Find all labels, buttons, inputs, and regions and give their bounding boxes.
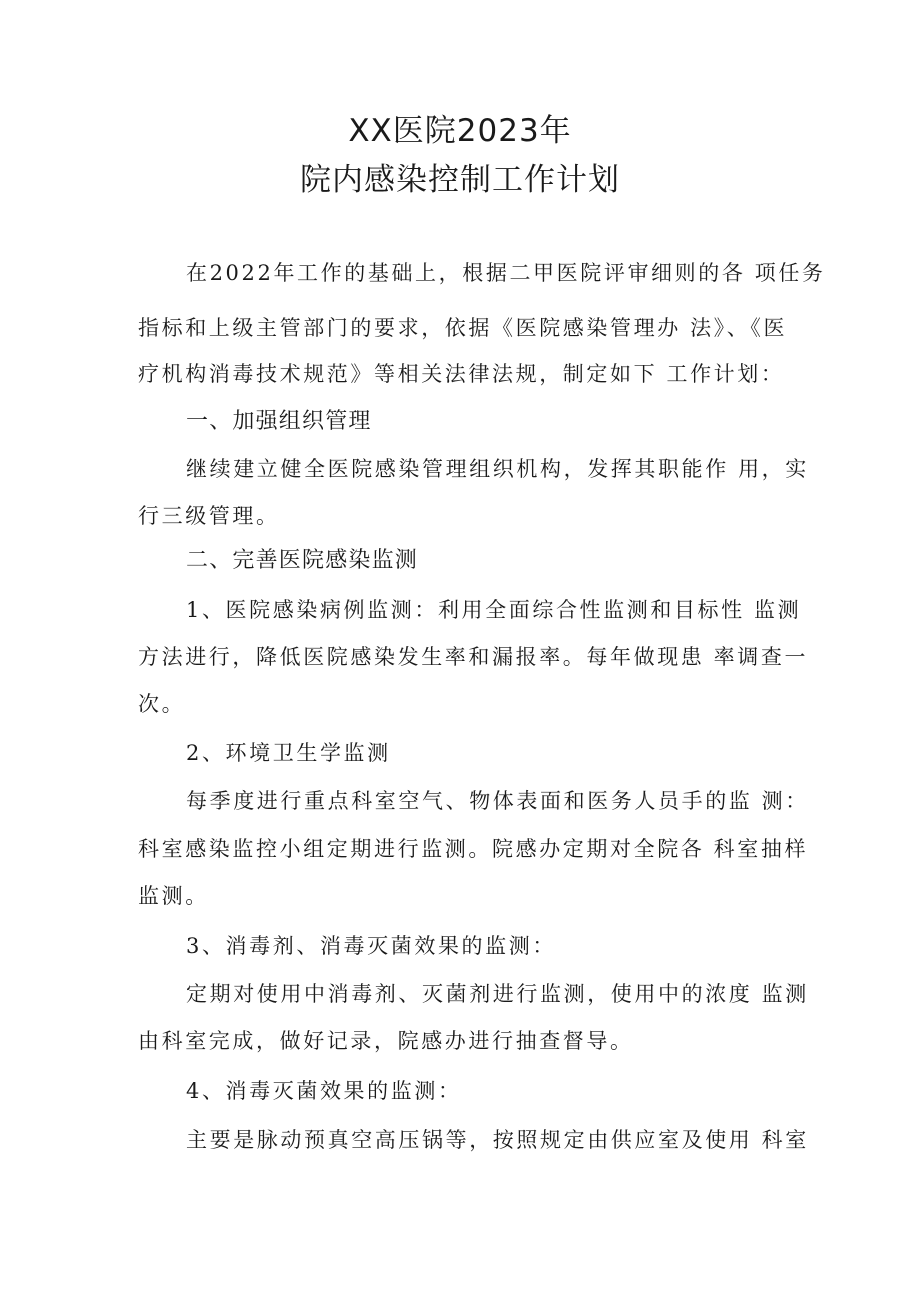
item3-line-2: 由科室完成，做好记录，院感办进行抽查督导。 (138, 1029, 634, 1053)
item1-line-1: 1、医院感染病例监测：利用全面综合性监测和目标性 监测 (186, 598, 802, 622)
item4-heading: 4、消毒灭菌效果的监测： (186, 1079, 462, 1103)
document-title: XX医院2023年 (348, 113, 572, 149)
item3-heading: 3、消毒剂、消毒灭菌效果的监测： (186, 934, 556, 958)
section1-line-1: 继续建立健全医院感染管理组织机构，发挥其职能作 用，实 (186, 457, 809, 481)
item2-line-2: 科室感染监控小组定期进行监测。院感办定期对全院各 科室抽样 (138, 837, 809, 861)
item2-line-3: 监测。 (138, 884, 209, 908)
intro-line-1: 在2022年工作的基础上，根据二甲医院评审细则的各 项任务 (186, 261, 826, 285)
item1-line-2: 方法进行，降低医院感染发生率和漏报率。每年做现患 率调查一 (138, 645, 809, 669)
section-heading-1: 一、加强组织管理 (186, 409, 372, 434)
section-heading-2: 二、完善医院感染监测 (186, 548, 419, 573)
item2-line-1: 每季度进行重点科室空气、物体表面和医务人员手的监 测： (186, 789, 809, 813)
item2-heading: 2、环境卫生学监测 (186, 741, 391, 765)
intro-line-2: 指标和上级主管部门的要求，依据《医院感染管理办 法》、《医 (138, 316, 788, 340)
item1-line-3: 次。 (138, 692, 186, 716)
document-subtitle: 院内感染控制工作计划 (300, 162, 620, 198)
intro-line-3: 疗机构消毒技术规范》等相关法律法规，制定如下 工作计划： (138, 362, 785, 386)
section1-line-2: 行三级管理。 (138, 504, 280, 528)
item4-line-1: 主要是脉动预真空高压锅等，按照规定由供应室及使用 科室 (186, 1128, 809, 1152)
item3-line-1: 定期对使用中消毒剂、灭菌剂进行监测，使用中的浓度 监测 (186, 982, 809, 1006)
